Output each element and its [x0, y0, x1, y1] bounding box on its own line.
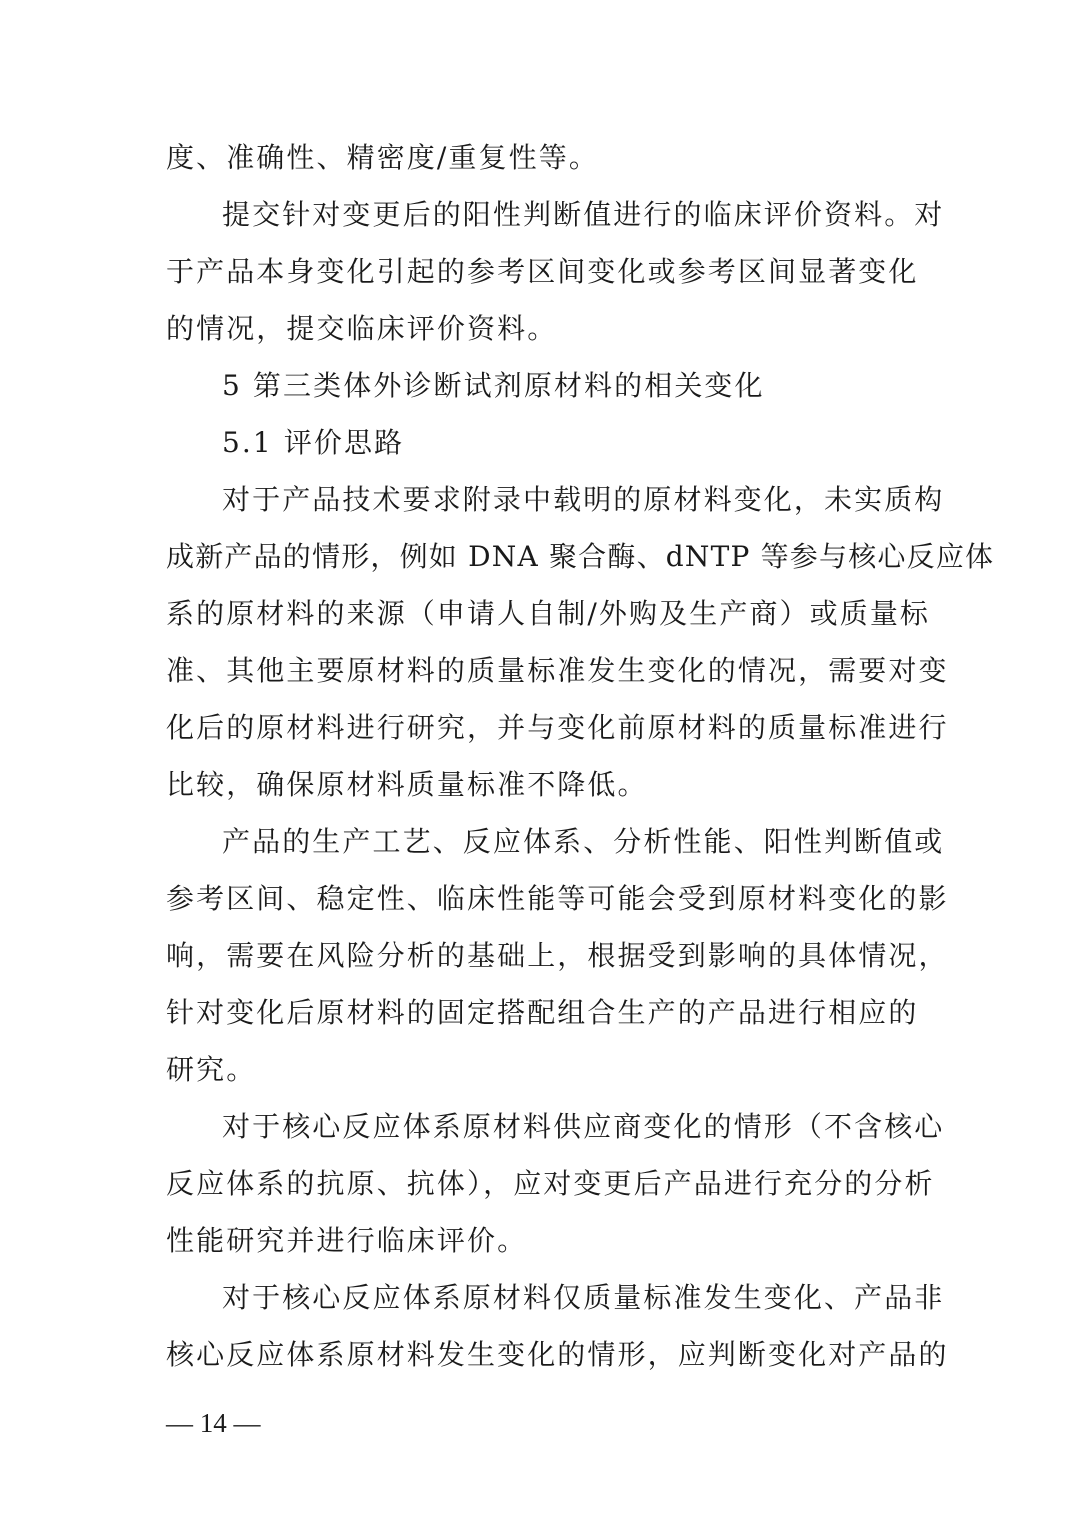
text-line: 于产品本身变化引起的参考区间变化或参考区间显著变化: [166, 255, 919, 288]
text-line: 对于核心反应体系原材料供应商变化的情形（不含核心: [222, 1110, 945, 1143]
text-line: 度、准确性、精密度/重复性等。: [166, 141, 599, 174]
text-line: 化后的原材料进行研究，并与变化前原材料的质量标准进行: [166, 711, 949, 744]
text-line: 成新产品的情形，例如 DNA 聚合酶、dNTP 等参与核心反应体: [166, 540, 995, 573]
text-line: 核心反应体系原材料发生变化的情形，应判断变化对产品的: [166, 1338, 949, 1371]
text-line: 对于产品技术要求附录中载明的原材料变化，未实质构: [222, 483, 945, 516]
text-line: 响，需要在风险分析的基础上，根据受到影响的具体情况，: [166, 939, 949, 972]
text-line: 系的原材料的来源（申请人自制/外购及生产商）或质量标: [166, 597, 931, 630]
text-line: 研究。: [166, 1053, 257, 1086]
text-line: 针对变化后原材料的固定搭配组合生产的产品进行相应的: [166, 996, 919, 1029]
text-line: 的情况，提交临床评价资料。: [166, 312, 558, 345]
page-number: — 14 —: [166, 1408, 261, 1438]
text-line: 反应体系的抗原、抗体），应对变更后产品进行充分的分析: [166, 1167, 935, 1200]
text-line: 比较，确保原材料质量标准不降低。: [166, 768, 648, 801]
section-heading: 5 第三类体外诊断试剂原材料的相关变化: [222, 369, 765, 402]
subsection-heading: 5.1 评价思路: [222, 426, 405, 459]
text-line: 准、其他主要原材料的质量标准发生变化的情况，需要对变: [166, 654, 949, 687]
text-line: 参考区间、稳定性、临床性能等可能会受到原材料变化的影: [166, 882, 949, 915]
text-line: 产品的生产工艺、反应体系、分析性能、阳性判断值或: [222, 825, 945, 858]
text-line: 性能研究并进行临床评价。: [166, 1224, 528, 1257]
text-line: 对于核心反应体系原材料仅质量标准发生变化、产品非: [222, 1281, 945, 1314]
text-line: 提交针对变更后的阳性判断值进行的临床评价资料。对: [222, 198, 945, 231]
